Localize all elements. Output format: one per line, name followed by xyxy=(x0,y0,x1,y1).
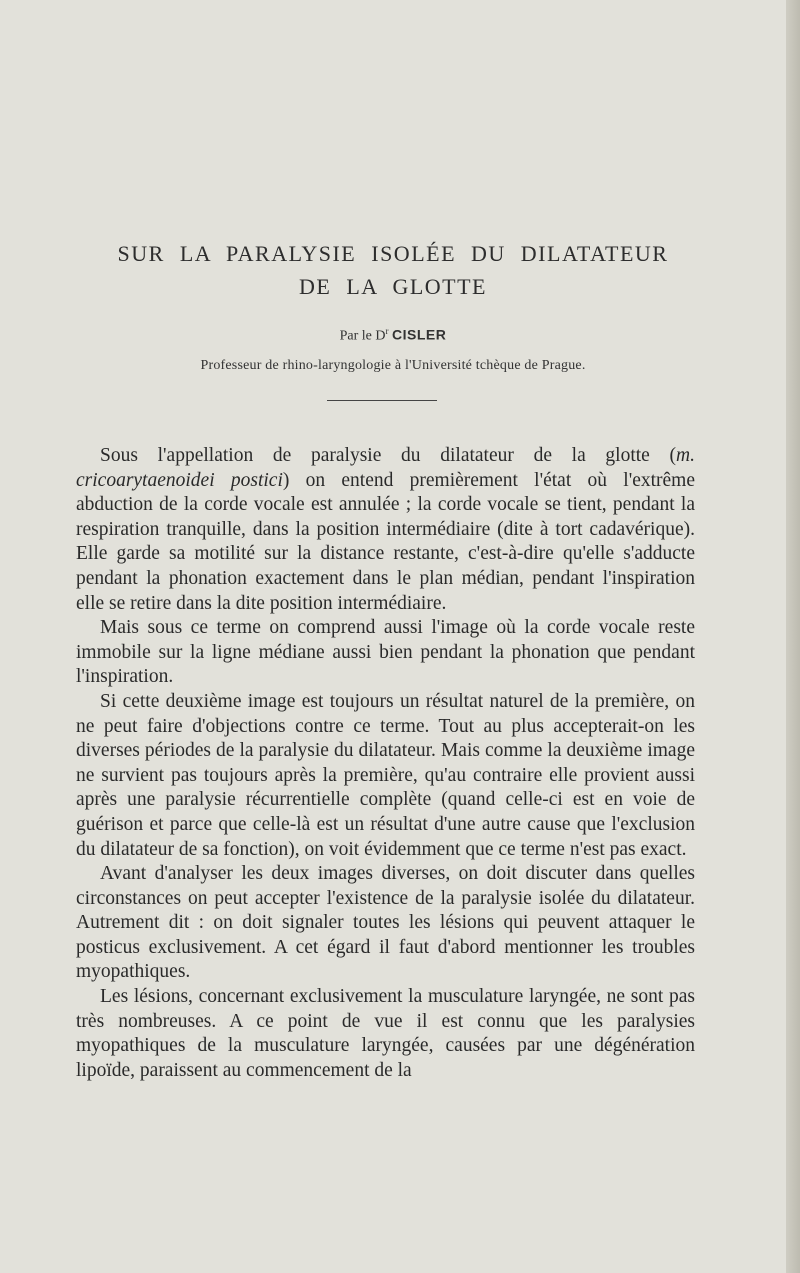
author-affiliation: Professeur de rhino-laryngologie à l'Université tchèque de Prague. xyxy=(200,358,586,373)
paragraph-text: Sous l'appellation de paralysie du dilatateur de la glotte ( xyxy=(100,445,677,466)
paragraph: Mais sous ce terme on comprend aussi l'image où la corde vocale reste immobile sur la ligne médiane aussi bien pendant la phonation que pendant l'inspiration. xyxy=(76,617,695,688)
paragraph: Les lésions, concernant exclusivement la musculature laryngée, ne sont pas très nombreuses. A ce point de vue il est connu que les paralysies myopathiques de la musculature laryngée, causées par une dégénération lipoïde, paraissent au commencement de la xyxy=(76,986,695,1081)
author-name: CISLER xyxy=(392,326,447,343)
paragraph xyxy=(76,444,695,616)
separator-rule xyxy=(327,400,437,401)
paragraph: Avant d'analyser les deux images diverses, on doit discuter dans quelles circonstances on peut accepter l'existence de la paralysie isolée du dilatateur. Autrement dit : on doit signaler toutes les lésions qui peuvent attaquer le posticus exclusivement. A cet égard il faut d'abord mentionner les troubles myopathiques. xyxy=(76,863,695,983)
latin-term: m. cricoarytaenoidei postici xyxy=(76,445,695,491)
byline xyxy=(0,326,786,345)
paragraph-text: ) on entend premièrement l'état où l'extrême abduction de la corde vocale est annulée ; la corde vocale se tient, pendant la respiration tranquille, dans la position intermédiaire (dite à tort cadavérique). Elle garde sa motilité sur la distance restante, c'est-à-dire qu'elle s'adducte pendant la phonation exactement dans le plan médian, pendant l'inspiration elle se retire dans la dite position intermédiaire. xyxy=(76,469,695,614)
byline-superscript: r xyxy=(385,326,389,336)
byline-prefix: Par le D xyxy=(339,328,386,344)
article-title-line-1: SUR LA PARALYSIE ISOLÉE DU DILATATEUR xyxy=(117,241,669,266)
page-edge xyxy=(786,0,800,1273)
article-body xyxy=(76,444,695,1083)
paragraph: Si cette deuxième image est toujours un résultat naturel de la première, on ne peut faire d'objections contre ce terme. Tout au plus accepterait-on les diverses périodes de la paralysie du dilatateur. Mais comme la deuxième image ne survient pas toujours après la première, qu'au contraire elle provient aussi après une paralysie récurrentielle complète (quand celle-ci est en voie de guérison et parce que celle-là est un résultat d'une autre cause que l'exclusion du dilatateur de sa fonction), on voit évidemment que ce terme n'est pas exact. xyxy=(76,690,695,860)
article-title-line-2: DE LA GLOTTE xyxy=(299,274,487,299)
